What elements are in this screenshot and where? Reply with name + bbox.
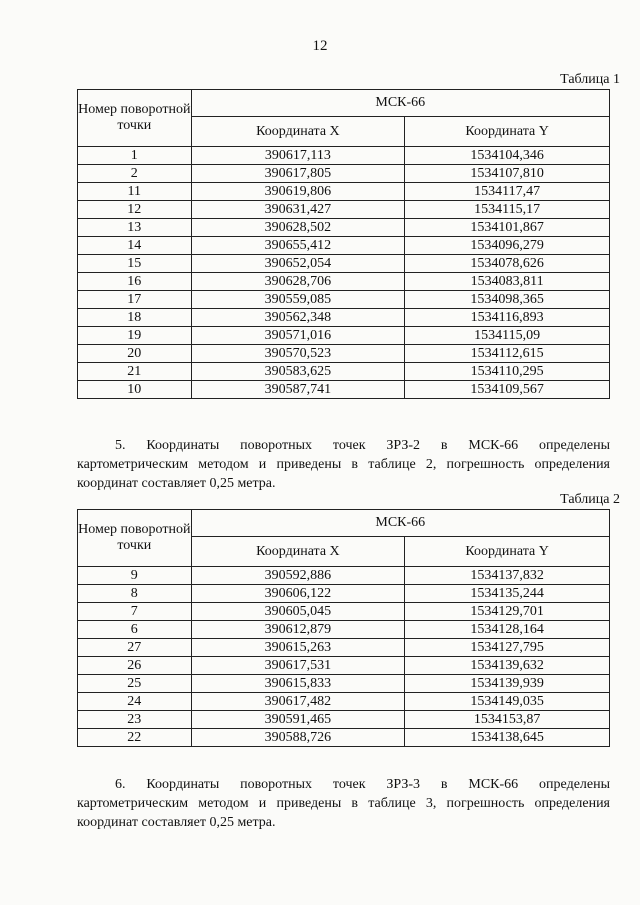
coord-y-cell: 1534083,811 — [405, 273, 610, 291]
coord-y-cell: 1534117,47 — [405, 183, 610, 201]
table2 — [77, 509, 610, 747]
coord-x-cell: 390619,806 — [191, 183, 405, 201]
point-number-cell: 20 — [78, 345, 192, 363]
coord-x-cell: 390617,113 — [191, 147, 405, 165]
point-number-cell: 8 — [78, 585, 192, 603]
coord-y-cell: 1534116,893 — [405, 309, 610, 327]
table-row — [78, 327, 610, 345]
coord-y-cell: 1534128,164 — [405, 621, 610, 639]
coord-x-cell: 390571,016 — [191, 327, 405, 345]
coord-x-cell: 390605,045 — [191, 603, 405, 621]
coord-y-cell: 1534137,832 — [405, 567, 610, 585]
paragraph-6-line1: 6. Координаты поворотных точек ЗРЗ-3 в МСК-66 определены — [115, 777, 610, 792]
point-number-cell: 14 — [78, 237, 192, 255]
coord-y-cell: 1534110,295 — [405, 363, 610, 381]
coord-x-cell: 390606,122 — [191, 585, 405, 603]
coord-y-cell: 1534096,279 — [405, 237, 610, 255]
coord-y-cell: 1534115,17 — [405, 201, 610, 219]
coord-y-cell: 1534109,567 — [405, 381, 610, 399]
point-number-cell: 27 — [78, 639, 192, 657]
table-row — [78, 621, 610, 639]
table1-group-header: МСК-66 — [191, 90, 609, 117]
table-row — [78, 711, 610, 729]
point-number-cell: 18 — [78, 309, 192, 327]
table-row — [78, 693, 610, 711]
paragraph-5-line3: координат составляет 0,25 метра. — [77, 476, 276, 491]
paragraph-5-line1: 5. Координаты поворотных точек ЗРЗ-2 в МСК-66 определены — [115, 438, 610, 453]
coord-y-cell: 1534098,365 — [405, 291, 610, 309]
table-row — [78, 165, 610, 183]
paragraph-5-line2: картометрическим методом и приведены в таблице 2, погрешность определения — [77, 457, 610, 472]
coord-y-cell: 1534127,795 — [405, 639, 610, 657]
point-number-cell: 12 — [78, 201, 192, 219]
table-row — [78, 309, 610, 327]
point-number-cell: 1 — [78, 147, 192, 165]
table-row — [78, 273, 610, 291]
table-row — [78, 147, 610, 165]
point-number-cell: 25 — [78, 675, 192, 693]
paragraph-5 — [77, 436, 610, 493]
coord-y-cell: 1534135,244 — [405, 585, 610, 603]
point-number-cell: 23 — [78, 711, 192, 729]
point-number-cell: 16 — [78, 273, 192, 291]
coord-x-cell: 390615,833 — [191, 675, 405, 693]
coord-y-cell: 1534078,626 — [405, 255, 610, 273]
table1-x-header: Координата X — [191, 117, 405, 147]
table-row — [78, 345, 610, 363]
table-row — [78, 567, 610, 585]
coord-x-cell: 390587,741 — [191, 381, 405, 399]
point-number-cell: 22 — [78, 729, 192, 747]
table-row — [78, 201, 610, 219]
table-row — [78, 363, 610, 381]
coord-x-cell: 390628,502 — [191, 219, 405, 237]
point-number-cell: 19 — [78, 327, 192, 345]
coord-x-cell: 390588,726 — [191, 729, 405, 747]
table-row — [78, 381, 610, 399]
coord-x-cell: 390631,427 — [191, 201, 405, 219]
table1-point-header: Номер поворотной точки — [78, 90, 192, 147]
coord-x-cell: 390617,531 — [191, 657, 405, 675]
coord-x-cell: 390617,805 — [191, 165, 405, 183]
coord-x-cell: 390559,085 — [191, 291, 405, 309]
paragraph-6 — [77, 775, 610, 832]
coord-y-cell: 1534139,939 — [405, 675, 610, 693]
paragraph-6-line3: координат составляет 0,25 метра. — [77, 815, 276, 830]
coord-y-cell: 1534101,867 — [405, 219, 610, 237]
coord-y-cell: 1534153,87 — [405, 711, 610, 729]
table2-y-header: Координата Y — [405, 537, 610, 567]
table-row — [78, 675, 610, 693]
coord-y-cell: 1534149,035 — [405, 693, 610, 711]
coord-x-cell: 390615,263 — [191, 639, 405, 657]
point-number-cell: 15 — [78, 255, 192, 273]
point-number-cell: 24 — [78, 693, 192, 711]
coord-y-cell: 1534104,346 — [405, 147, 610, 165]
table1 — [77, 89, 610, 399]
point-number-cell: 10 — [78, 381, 192, 399]
coord-x-cell: 390591,465 — [191, 711, 405, 729]
coord-x-cell: 390562,348 — [191, 309, 405, 327]
table-row — [78, 237, 610, 255]
table-row — [78, 639, 610, 657]
point-number-cell: 7 — [78, 603, 192, 621]
table-row — [78, 585, 610, 603]
point-number-cell: 2 — [78, 165, 192, 183]
point-number-cell: 21 — [78, 363, 192, 381]
table1-caption: Таблица 1 — [560, 72, 620, 87]
coord-y-cell: 1534138,645 — [405, 729, 610, 747]
table2-group-header: МСК-66 — [191, 510, 609, 537]
point-number-cell: 26 — [78, 657, 192, 675]
point-number-cell: 11 — [78, 183, 192, 201]
coord-x-cell: 390612,879 — [191, 621, 405, 639]
coord-x-cell: 390652,054 — [191, 255, 405, 273]
table-row — [78, 729, 610, 747]
table1-y-header: Координата Y — [405, 117, 610, 147]
table-row — [78, 603, 610, 621]
coord-x-cell: 390628,706 — [191, 273, 405, 291]
coord-y-cell: 1534115,09 — [405, 327, 610, 345]
table-row — [78, 219, 610, 237]
coord-x-cell: 390655,412 — [191, 237, 405, 255]
coord-y-cell: 1534129,701 — [405, 603, 610, 621]
point-number-cell: 17 — [78, 291, 192, 309]
table2-x-header: Координата X — [191, 537, 405, 567]
coord-x-cell: 390570,523 — [191, 345, 405, 363]
point-number-cell: 6 — [78, 621, 192, 639]
table-row — [78, 183, 610, 201]
table-row — [78, 255, 610, 273]
coord-y-cell: 1534112,615 — [405, 345, 610, 363]
coord-y-cell: 1534139,632 — [405, 657, 610, 675]
coord-y-cell: 1534107,810 — [405, 165, 610, 183]
table-row — [78, 657, 610, 675]
point-number-cell: 13 — [78, 219, 192, 237]
point-number-cell: 9 — [78, 567, 192, 585]
coord-x-cell: 390583,625 — [191, 363, 405, 381]
table-row — [78, 291, 610, 309]
table2-point-header: Номер поворотной точки — [78, 510, 192, 567]
coord-x-cell: 390592,886 — [191, 567, 405, 585]
page-number: 12 — [312, 38, 328, 54]
table2-caption: Таблица 2 — [560, 492, 620, 507]
coord-x-cell: 390617,482 — [191, 693, 405, 711]
paragraph-6-line2: картометрическим методом и приведены в таблице 3, погрешность определения — [77, 796, 610, 811]
